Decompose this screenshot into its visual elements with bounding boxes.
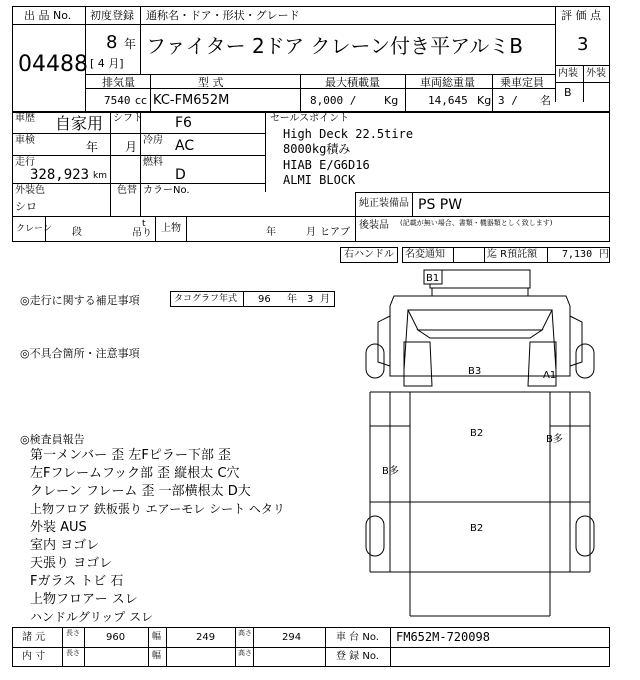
history-value: 自家用 <box>55 114 104 133</box>
equipment-label: 純正装備品 <box>359 198 409 209</box>
displacement-label: 排気量 <box>102 76 135 89</box>
inspector-line: 第一メンバー 歪 左Fピラー下部 歪 <box>30 448 231 463</box>
inspector-line: 左Fフレームフック部 歪 縦根太 C穴 <box>30 466 240 481</box>
first-reg-month: [ 4 月] <box>90 57 124 70</box>
model-label: 通称名・ドア・形状・グレード <box>146 9 300 22</box>
displacement-unit: cc <box>135 94 148 107</box>
sales-point-line: 8000kg積み <box>283 142 351 156</box>
inspector-line: クレーン フレーム 歪 一部横根太 D大 <box>30 484 251 499</box>
fuel-label: 燃料 <box>143 157 163 168</box>
displacement-value: 7540 <box>104 94 131 107</box>
exterior-label: 外装 <box>586 68 606 79</box>
height-value: 294 <box>282 632 302 643</box>
crane-lift: 吊り <box>132 228 152 239</box>
color-value: シロ <box>15 200 37 213</box>
upper-month: 月 <box>306 227 316 238</box>
type-label: 型 式 <box>198 76 224 89</box>
shift-label: シフト <box>113 113 143 124</box>
name-change-label: 名変通知 <box>405 249 445 260</box>
inspector-line: ハンドルグリップ スレ <box>30 610 154 624</box>
gross-weight-label: 車両総重量 <box>420 76 475 89</box>
lot-label: 出 品 No. <box>24 9 72 22</box>
dimensions-label: 諸 元 <box>22 632 46 643</box>
interior-grade: B <box>564 86 572 99</box>
defects-title: ◎不具合箇所・注意事項 <box>20 347 140 360</box>
sales-point-line: ALMI BLOCK <box>283 173 356 187</box>
tacho-month-unit: 月 <box>320 294 330 305</box>
max-load-label: 最大積載量 <box>325 76 380 89</box>
inspector-line: 天張り ヨゴレ <box>30 556 113 571</box>
max-load-unit: Kg <box>384 94 399 107</box>
max-load-value: 8,000 / <box>310 94 357 107</box>
in-length-label: 長さ <box>66 649 80 657</box>
inspector-line: Fガラス トビ 石 <box>30 574 124 589</box>
lot-number: 04488 <box>18 52 88 77</box>
width-label: 幅 <box>152 632 162 642</box>
gross-weight-unit: Kg <box>477 94 492 107</box>
length-value: 960 <box>106 632 126 643</box>
color-change-label: 色替 <box>117 185 137 196</box>
steering-label: 右ハンドル <box>344 249 394 260</box>
deposit-value: 7,130 <box>562 249 593 260</box>
model-name: ファイター 2ドア クレーン付き平アルミB <box>146 34 523 58</box>
driving-notes-title: ◎走行に関する補足事項 <box>20 294 140 307</box>
inspector-line: 上物フロアー スレ <box>30 592 138 607</box>
model-code: KC-FM652M <box>153 93 230 108</box>
hiab-label: ヒアブ <box>320 227 350 238</box>
diagram-label-b-many-right: B多 <box>546 434 563 445</box>
chassis-value: FM652M-720098 <box>396 630 490 644</box>
registration-label: 登 録 No. <box>336 651 379 662</box>
sales-point-line: HIAB E/G6D16 <box>283 158 370 172</box>
gross-weight-value: 14,645 <box>428 94 468 107</box>
ac-label: 冷房 <box>143 135 163 146</box>
after-market-note: (記載が無い場合、書類・機器類としく致します) <box>400 219 553 227</box>
color-label: 外装色 <box>15 185 45 196</box>
capacity-value: 3 / <box>498 94 518 107</box>
equipment-value: PS PW <box>418 197 463 213</box>
inspector-line: 上物フロア 鉄板張り エアーモレ シート ヘタリ <box>30 502 285 516</box>
sales-points-label: セールスポイント <box>270 113 350 124</box>
deposit-unit: 円 <box>599 249 609 260</box>
interior-label: 内装 <box>558 68 578 79</box>
inspection-label: 車検 <box>15 135 35 146</box>
width-value: 249 <box>196 632 216 643</box>
year-unit: 年 <box>124 37 137 51</box>
inspector-title: ◎検査員報告 <box>20 433 85 446</box>
deposit-label: 迄 R預託額 <box>487 249 538 260</box>
upper-year: 年 <box>266 227 276 238</box>
fuel-value: D <box>175 167 186 183</box>
diagram-label-b1: B1 <box>426 273 440 284</box>
tacho-month: 3 <box>307 294 314 305</box>
tacho-label: タコグラフ年式 <box>174 294 238 304</box>
tacho-year: 96 <box>258 294 271 305</box>
crane-stages: 段 <box>72 227 82 238</box>
crane-label: クレーン <box>16 224 52 234</box>
history-label: 車歴 <box>15 113 35 124</box>
diagram-label-b2-lower: B2 <box>470 523 484 534</box>
sales-point-line: High Deck 22.5tire <box>283 127 414 141</box>
capacity-label: 乗車定員 <box>500 76 544 89</box>
mileage-value: 328,923 <box>30 167 90 183</box>
first-reg-year: 8 <box>106 32 118 53</box>
mileage-label: 走行 <box>15 157 35 168</box>
after-market-label: 後装品 <box>359 220 389 231</box>
truck-damage-diagram <box>360 266 600 628</box>
inspection-year: 年 <box>86 140 99 154</box>
first-reg-label: 初度登録 <box>90 9 134 22</box>
mileage-unit: km <box>93 171 107 181</box>
height-label: 高さ <box>238 629 252 637</box>
inspection-month: 月 <box>125 140 138 154</box>
grade-value: 3 <box>577 34 589 55</box>
capacity-unit: 名 <box>540 94 551 107</box>
shift-value: F6 <box>175 115 192 131</box>
inspector-line: 室内 ヨゴレ <box>30 538 100 553</box>
in-height-label: 高さ <box>238 649 252 657</box>
grade-label: 評 価 点 <box>561 9 601 22</box>
diagram-label-b2-upper: B2 <box>470 428 484 439</box>
interior-dimensions-label: 内 寸 <box>22 651 46 662</box>
ac-value: AC <box>175 138 195 154</box>
length-label: 長さ <box>66 629 80 637</box>
diagram-label-b-many-left: B多 <box>382 466 399 477</box>
inspector-line: 外装 AUS <box>30 520 87 535</box>
chassis-label: 車 台 No. <box>336 632 379 643</box>
color-code-label: カラーNo. <box>143 185 190 196</box>
in-width-label: 幅 <box>152 651 162 661</box>
diagram-label-b3: B3 <box>468 366 482 377</box>
diagram-label-a1: A1 <box>543 370 557 381</box>
upper-label: 上物 <box>161 223 181 234</box>
tacho-year-unit: 年 <box>287 294 297 305</box>
crane-t-label: t <box>142 219 146 229</box>
